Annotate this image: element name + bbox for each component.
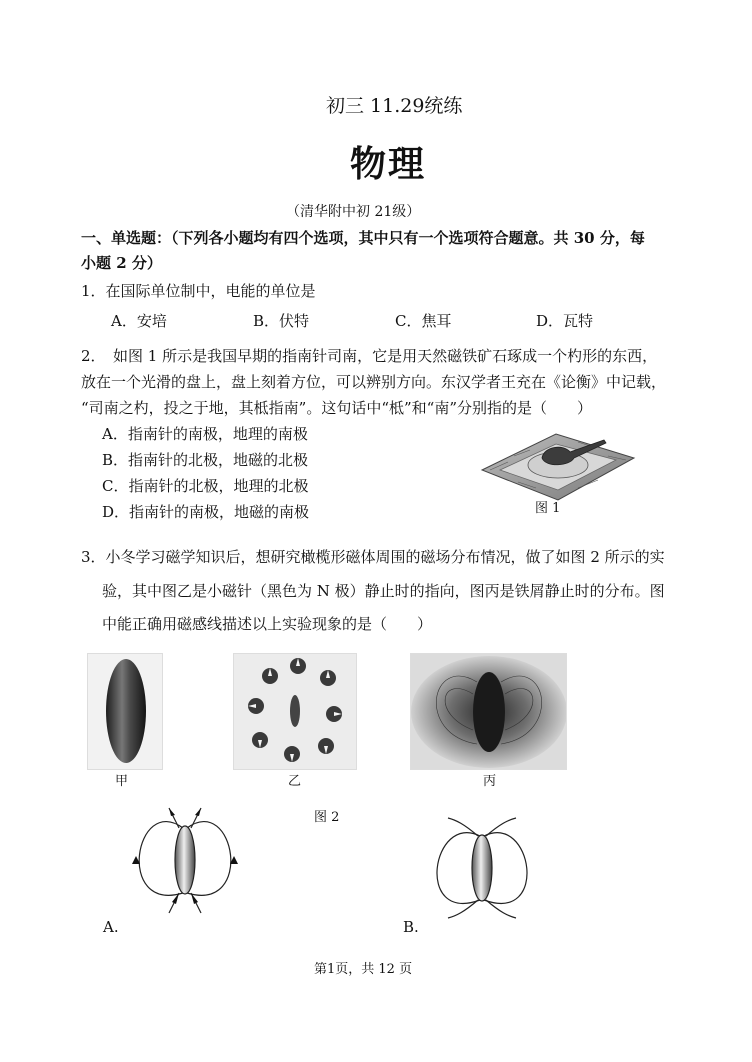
option-a-label: A. [103, 918, 119, 936]
question-2-line2: 放在一个光滑的盘上，盘上刻着方位，可以辨别方向。东汉学者王充在《论衡》中记载， [81, 373, 667, 391]
option-b-field-diagram [424, 812, 540, 924]
page-title: 物理 [350, 143, 427, 185]
question-3-line3: 中能正确用磁感线描述以上实验现象的是（ ） [102, 615, 433, 633]
option-b-label: B. [403, 918, 419, 936]
photo-yi-compasses [233, 653, 357, 770]
photo-bing-label: 丙 [483, 774, 497, 789]
question-2-option-b: B．指南针的北极，地磁的北极 [102, 451, 309, 469]
exam-subtitle: 初三 11.29统练 [326, 95, 463, 117]
school-label: （清华附中初 21级） [286, 204, 421, 220]
question-1-option-d: D．瓦特 [536, 312, 594, 330]
photo-yi-label: 乙 [288, 774, 302, 789]
question-3-line2: 验，其中图乙是小磁针（黑色为 N 极）静止时的指向，图丙是铁屑静止时的分布。图 [102, 582, 665, 600]
figure-1-caption: 图 1 [535, 501, 561, 516]
question-1-option-a: A．安培 [111, 312, 167, 330]
section-heading-line1: 一、单选题：（下列各小题均有四个选项，其中只有一个选项符合题意。共 30 分，每 [81, 229, 645, 247]
section-heading-line2: 小题 2 分） [81, 254, 162, 272]
question-2-line1: 2． 如图 1 所示是我国早期的指南针司南，它是用天然磁铁矿石琢成一个杓形的东西， [81, 347, 658, 365]
photo-jia-label: 甲 [115, 774, 129, 789]
question-1-option-c: C．焦耳 [395, 312, 452, 330]
option-a-field-diagram [125, 798, 245, 923]
question-2-option-a: A．指南针的南极，地理的南极 [102, 425, 308, 443]
question-1-stem: 1．在国际单位制中，电能的单位是 [81, 282, 316, 300]
sinan-compass-figure [478, 418, 636, 502]
photo-bing-iron-filings [410, 653, 567, 770]
figure-2-caption: 图 2 [314, 810, 340, 825]
photo-jia-magnet [87, 653, 163, 770]
question-2-option-d: D．指南针的南极，地磁的南极 [102, 503, 310, 521]
question-2-option-c: C．指南针的北极，地理的北极 [102, 477, 309, 495]
question-1-option-b: B．伏特 [253, 312, 310, 330]
page-number: 第1页，共 12 页 [314, 962, 413, 977]
question-2-line3: “司南之杓，投之于地，其柢指南”。这句话中“柢”和“南”分别指的是（ ） [81, 399, 593, 417]
question-3-line1: 3．小冬学习磁学知识后，想研究橄榄形磁体周围的磁场分布情况，做了如图 2 所示的实 [81, 548, 665, 566]
